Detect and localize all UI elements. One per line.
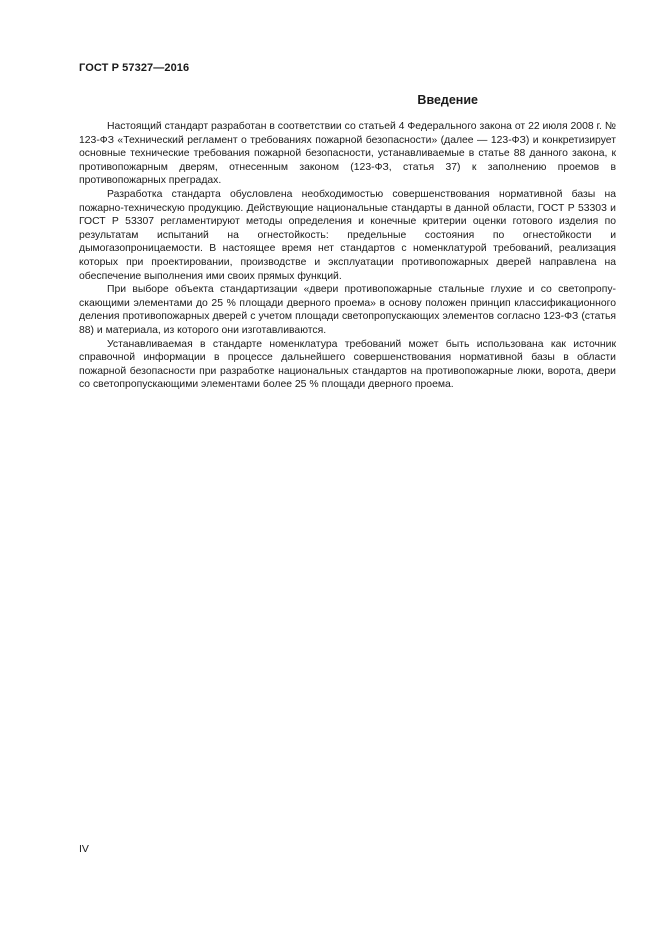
standard-id-header: ГОСТ Р 57327—2016 — [79, 62, 190, 74]
paragraph-1: Настоящий стандарт разработан в соответствии со статьей 4 Федерального закона от 22 июля 2008 г. № 123-ФЗ «Технический регламент о требованиях пожарной безопасности» (далее — 123-ФЗ) и конкретизирует основные технические требования пожарной безопасности, устанавливаемые в статье 88 данного закона, к противопожарным дверям, отнесенным законом (123-ФЗ, статья 37) к заполнению проемов в противопожарных преградах. — [79, 121, 616, 187]
paragraph-4: Устанавливаемая в стандарте номенклатура требований может быть использована как источник справочной информации в процессе дальнейшего совершенствования нормативной базы в области пожарной безопасности при разработке национальных стандартов на противопожарные люки, ворота, двери со светопропускающими элементами более 25 % площади дверного проема. — [79, 338, 616, 391]
paragraph-3: При выборе объекта стандартизации «двери противопожарные стальные глухие и со светопропускающими элементами до 25 % площади дверного проема» в основу положен принцип классификационного деления противопожарных дверей с учетом площади светопропускающих элементов согласно 123-ФЗ (статья 88) и материала, из которого они изготавливаются. — [79, 284, 616, 336]
body-text — [79, 120, 616, 392]
page-number: IV — [79, 843, 89, 855]
section-title-row — [79, 93, 616, 107]
paragraph-2: Разработка стандарта обусловлена необходимостью совершенствования нормативной базы на пожарно-техническую продукцию. Действующие национальные стандарты в данной области, ГОСТ Р 53303 и ГОСТ Р 53307 регламентируют методы определения и конечные критерии оценки готового изделия по результатам испытаний на огнестойкость: предельные состояния по огнестойкости и дымогазопроницаемости. В настоящее время нет стандартов с номенклатурой требований, реализация которых при проектировании, производстве и эксплуатации противопожарных дверей направлена на обеспечение выполнения ими своих прямых функций. — [79, 188, 616, 282]
section-title: Введение — [417, 93, 478, 107]
